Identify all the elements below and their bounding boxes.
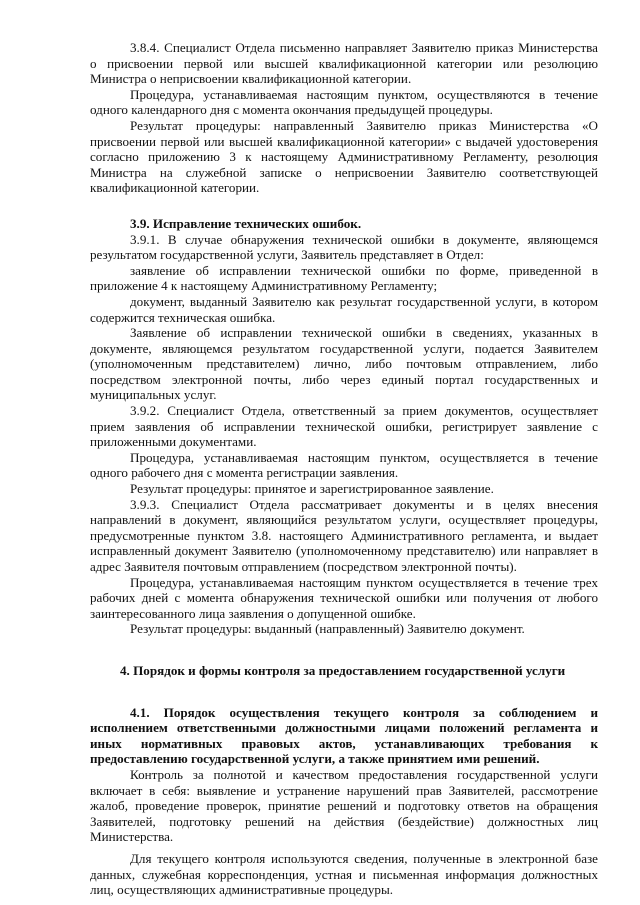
paragraph-3-9-2: 3.9.2. Специалист Отдела, ответственный за прием документов, осуществляет прием заявления об исправлении технической ошибки, регистрирует заявление с приложенными документами.: [90, 403, 598, 450]
document-page: [90, 40, 598, 898]
paragraph-application-form: заявление об исправлении технической ошибки по форме, приведенной в приложение 4 к настоящему Административному Регламенту;: [90, 262, 598, 294]
paragraph-result-issued: Результат процедуры: выданный (направленный) Заявителю документ.: [130, 621, 525, 637]
paragraph-control-scope: Контроль за полнотой и качеством предоставления государственной услуги включает в себя: выявление и устранение нарушений прав Заявителей, рассмотрение жалоб, проведение проверок, принятие решений и подготовку ответов на обращения Заявителей, подготовку решений на действия (бездействие) должностных лиц Министерства.: [90, 766, 598, 845]
paragraph-procedure-working-day: Процедура, устанавливаемая настоящим пунктом, осуществляется в течение одного рабочего дня с момента регистрации заявления.: [90, 449, 598, 481]
paragraph-result-order: Результат процедуры: направленный Заявителю приказ Министерства «О присвоении первой или высшей квалификационной категории» с выдачей удостоверения согласно приложению 3 к настоящему Административному Регламенту, резолюция Министра на служебной записке о неприсвоении Заявителю соответствующей квалификационной категории.: [90, 117, 598, 196]
heading-section-4: 4. Порядок и формы контроля за предоставлением государственной услуги: [120, 662, 566, 678]
paragraph-result-registered: Результат процедуры: принятое и зарегистрированное заявление.: [130, 481, 494, 497]
paragraph-procedure-three-days: Процедура, устанавливаемая настоящим пунктом осуществляется в течение трех рабочих дней с момента обнаружения технической ошибки или получения от любого заинтересованного лица заявления о допущенной ошибке.: [90, 574, 598, 621]
paragraph-3-9-1: 3.9.1. В случае обнаружения технической ошибки в документе, являющемся результатом государственной услуги, Заявитель представляет в Отдел:: [90, 231, 598, 263]
heading-4-1: 4.1. Порядок осуществления текущего контроля за соблюдением и исполнением ответственными должностными лицами положений регламента и иных нормативных правовых актов, устанавливающих требования к предоставлению государственной услуги, а также принятием ими решений.: [90, 704, 598, 767]
paragraph-3-9-3: 3.9.3. Специалист Отдела рассматривает документы и в целях внесения направлений в документ, являющийся результатом услуги, осуществляет процедуры, предусмотренные пунктом 3.8. настоящего Административного регламента, и выдает исправленный документ Заявителю (уполномоченному представителю) или направляет в адрес Заявителя почтовым отправлением (посредством электронной почты).: [90, 496, 598, 574]
paragraph-procedure-one-day: Процедура, устанавливаемая настоящим пунктом, осуществляются в течение одного календарного дня с момента окончания предыдущей процедуры.: [90, 86, 598, 118]
paragraph-issued-document: документ, выданный Заявителю как результат государственной услуги, в котором содержится техническая ошибка.: [90, 293, 598, 325]
heading-3-9: 3.9. Исправление технических ошибок.: [130, 215, 362, 231]
paragraph-3-8-4: 3.8.4. Специалист Отдела письменно направляет Заявителю приказ Министерства о присвоении первой или высшей квалификационной категории или резолюцию Министра о неприсвоении квалификационной категории.: [90, 40, 598, 87]
paragraph-submission-methods: Заявление об исправлении технической ошибки в сведениях, указанных в документе, являющемся результатом государственной услуги, подается Заявителем (уполномоченным представителем) лично, либо почтовым отправлением, либо посредством электронной почты, либо через единый портал государственных и муниципальных услуг.: [90, 325, 598, 403]
paragraph-control-sources: Для текущего контроля используются сведения, полученные в электронной базе данных, служебная корреспонденция, устная и письменная информация должностных лиц, осуществляющих административные процедуры.: [90, 850, 598, 898]
